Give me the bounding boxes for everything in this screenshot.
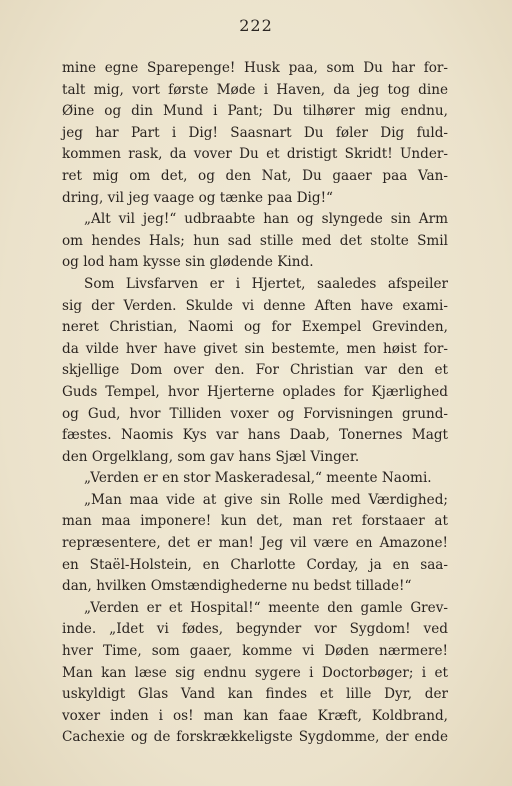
text-line: Man kan læse sig endnu sygere i Doctorbøger; i et <box>62 664 448 681</box>
text-line: mine egne Sparepenge! Husk paa, som Du har for- <box>62 60 448 76</box>
text-line: Cachexie og de forskrækkeligste Sygdomme, der ende <box>62 729 448 746</box>
text-line: skjellige Dom over den. For Christian var den et <box>62 362 448 379</box>
text-line: sig der Verden. Skulde vi denne Aften have exami- <box>62 297 448 314</box>
text-line: dan, hvilken Omstændighederne nu bedst tillade!“ <box>62 578 412 595</box>
text-line: og Gud, hvor Tilliden voxer og Forvisningen grund- <box>62 405 448 422</box>
text-line: „Verden er et Hospital!“ meente den gamle Grev- <box>84 599 448 616</box>
text-line: da vilde hver have givet sin bestemte, men høist for- <box>62 340 448 357</box>
text-line: om hendes Hals; hun sad stille med det stolte Smil <box>62 232 448 249</box>
page-number: 222 <box>239 16 273 35</box>
text-line: dring, vil jeg vaage og tænke paa Dig!“ <box>62 189 333 206</box>
text-line: fæstes. Naomis Kys var hans Daab, Tonernes Magt <box>62 427 448 444</box>
body-text <box>62 58 448 749</box>
text-line: Som Livsfarven er i Hjertet, saaledes afspeiler <box>84 275 448 292</box>
text-line: repræsentere, det er man! Jeg vil være en Amazone! <box>62 535 448 552</box>
text-line: Guds Tempel, hvor Hjerterne oplades for Kjærlighed <box>62 383 448 400</box>
text-line: uskyldigt Glas Vand kan findes et lille Dyr, der <box>62 686 448 703</box>
text-line: jeg har Part i Dig! Saasnart Du føler Dig fuld- <box>62 124 448 141</box>
text-line: talt mig, vort første Møde i Haven, da jeg tog dine <box>62 81 448 98</box>
text-line: kommen rask, da vover Du et dristigt Skridt! Under- <box>62 146 448 163</box>
text-line: hver Time, som gaaer, komme vi Døden nærmere! <box>62 643 448 660</box>
text-line: ret mig om det, og den Nat, Du gaaer paa Van- <box>62 167 448 184</box>
text-line: en Staël-Holstein, en Charlotte Corday, ja en saa- <box>62 556 448 573</box>
text-line: den Orgelklang, som gav hans Sjæl Vinger. <box>62 448 360 465</box>
text-line: inde. „Idet vi fødes, begynder vor Sygdom! ved <box>62 621 448 638</box>
text-line: Øine og din Mund i Pant; Du tilhører mig endnu, <box>62 103 448 120</box>
text-line: „Man maa vide at give sin Rolle med Værdighed; <box>84 491 448 508</box>
text-line: man maa imponere! kun det, man ret forstaaer at <box>62 513 448 530</box>
text-line: og lod ham kysse sin glødende Kind. <box>62 254 314 271</box>
text-line: „Alt vil jeg!“ udbraabte han og slyngede sin Arm <box>84 211 448 228</box>
text-line: neret Christian, Naomi og for Exempel Grevinden, <box>62 319 448 336</box>
text-line: „Verden er en stor Maskeradesal,“ meente Naomi. <box>84 470 432 487</box>
text-line: voxer inden i os! man kan faae Kræft, Koldbrand, <box>62 707 448 724</box>
